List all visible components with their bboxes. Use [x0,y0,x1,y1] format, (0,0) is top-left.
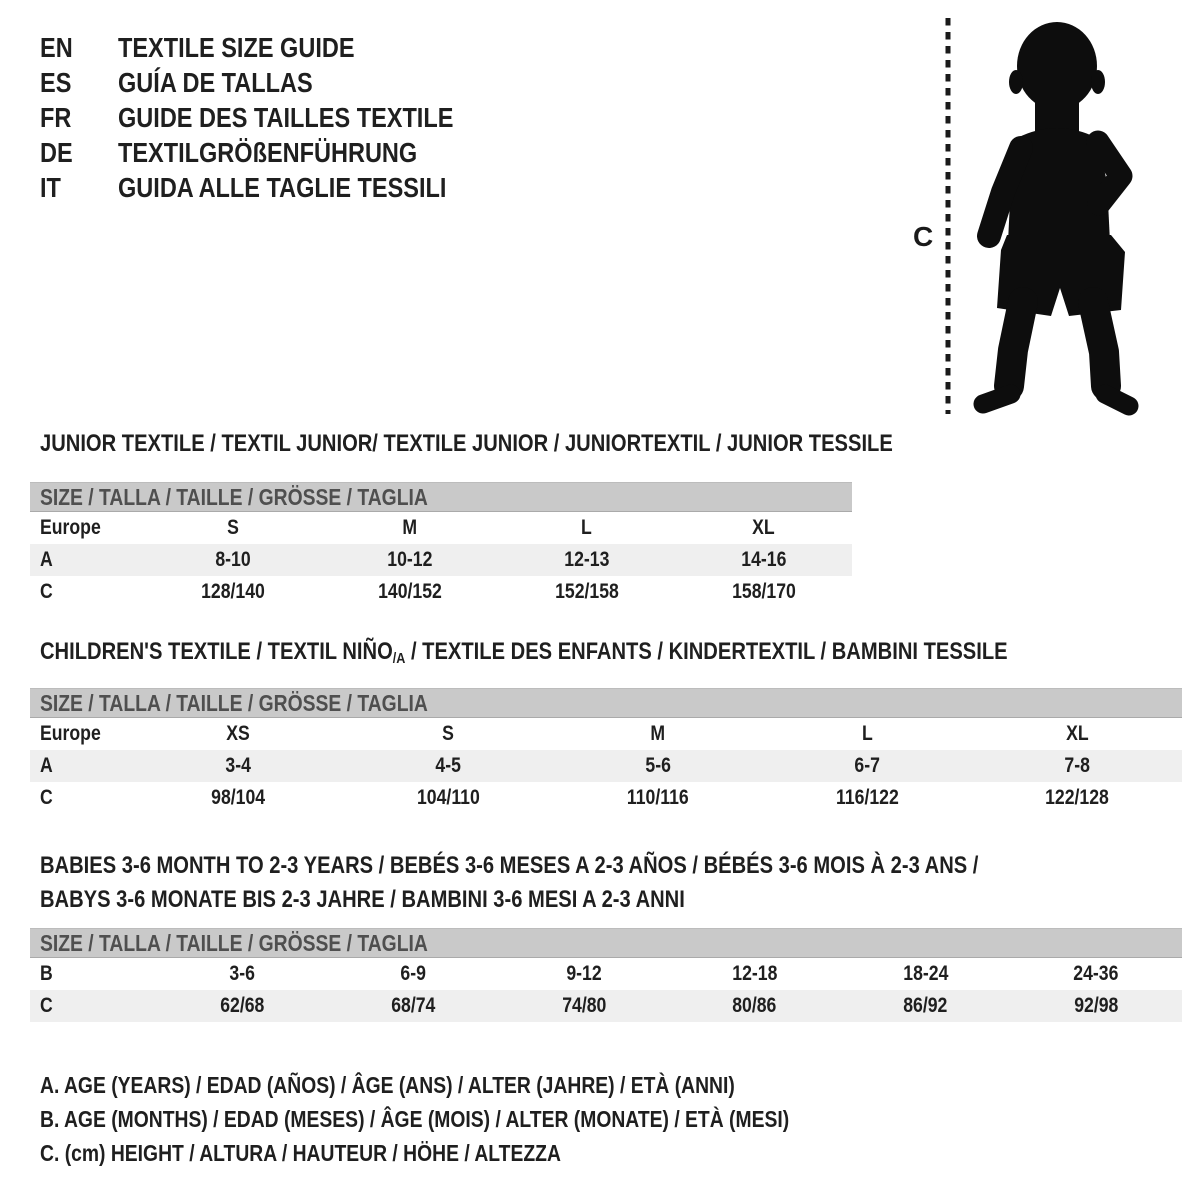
language-code: ES [40,66,72,98]
junior-section-title: JUNIOR TEXTILE / TEXTIL JUNIOR/ TEXTILE JUNIOR / JUNIORTEXTIL / JUNIOR TESSILE [40,430,893,457]
table-row-age [30,750,1182,782]
row-label: C [40,994,53,1017]
language-code: DE [40,136,73,168]
table-cell: 62/68 [220,994,265,1017]
table-cell: 122/128 [1045,786,1110,809]
table-row-europe [30,718,1182,750]
table-cell: 92/98 [1074,994,1119,1017]
guide-title: GUÍA DE TALLAS [118,66,313,98]
row-label: Europe [40,516,101,539]
language-row-it [40,170,517,205]
col-header: M [650,722,666,745]
col-header: S [442,722,455,745]
table-cell: 86/92 [903,994,948,1017]
col-header: S [227,516,240,539]
language-row-fr [40,100,517,135]
table-cell: 3-6 [229,962,255,985]
language-title-list [40,30,517,205]
children-section-title: CHILDREN'S TEXTILE / TEXTIL $NIÑO_{/A}$ / TEXTILE DES ENFANTS / KINDERTEXTIL / BAMBINI TESSILE [40,638,1008,667]
baby-silhouette-icon [895,10,1155,422]
row-label: C [40,786,53,809]
table-cell: 152/158 [554,580,619,603]
size-header-bar: SIZE / TALLA / TAILLE / GRÖSSE / TAGLIA [30,928,1182,958]
guide-title: TEXTILGRÖßENFÜHRUNG [118,136,418,168]
language-row-de [40,135,517,170]
table-cell: 9-12 [566,962,602,985]
legend-footnotes [40,1068,932,1170]
col-header: L [581,516,593,539]
table-cell: 6-7 [854,754,881,777]
col-header: XS [226,722,251,745]
footnote-c: C. (cm) HEIGHT / ALTURA / HAUTEUR / HÖHE / ALTEZZA [40,1139,561,1166]
table-cell: 68/74 [390,994,436,1017]
language-row-es [40,65,517,100]
table-row-height [30,782,1182,814]
size-header-bar: SIZE / TALLA / TAILLE / GRÖSSE / TAGLIA [30,688,1182,718]
table-cell: 12-18 [732,962,778,985]
children-size-table [30,688,1182,814]
row-label: A [40,754,53,777]
row-label: Europe [40,722,101,745]
size-header-bar: SIZE / TALLA / TAILLE / GRÖSSE / TAGLIA [30,482,852,512]
footnote-a: A. AGE (YEARS) / EDAD (AÑOS) / ÂGE (ANS) / ALTER (JAHRE) / ETÀ (ANNI) [40,1071,735,1098]
table-cell: 74/80 [561,994,606,1017]
language-code: FR [40,101,72,133]
row-label: C [40,580,53,603]
table-row-height [30,990,1182,1022]
col-header: M [402,516,418,539]
table-cell: 12-13 [564,548,610,571]
row-label: A [40,548,53,571]
table-cell: 4-5 [435,754,461,777]
table-cell: 8-10 [215,548,252,571]
height-measure-figure [895,10,1155,422]
col-header: XL [1065,722,1089,745]
language-row-en [40,30,517,65]
table-cell: 116/122 [836,786,899,809]
baby-silhouette [983,22,1129,406]
row-label: B [40,962,53,985]
table-cell: 128/140 [201,580,266,603]
table-cell: 140/152 [378,580,443,603]
babies-section-title: BABIES 3-6 MONTH TO 2-3 YEARS / BEBÉS 3-6 MESES A 2-3 AÑOS / BÉBÉS 3-6 MOIS À 2-3 ANS / BABYS 3-6 MONATE BIS 2-3 JAHRE / BAMBINI 3-6 MESI A 2-3 ANNI [40,852,979,913]
table-row-europe [30,512,852,544]
table-cell: 14-16 [741,548,787,571]
guide-title: GUIDA ALLE TAGLIE TESSILI [118,171,447,203]
col-header: XL [752,516,775,539]
measure-label-c: C [913,221,934,252]
footnote-b: B. AGE (MONTHS) / EDAD (MESES) / ÂGE (MOIS) / ALTER (MONATE) / ETÀ (MESI) [40,1105,790,1132]
table-cell: 7-8 [1064,754,1090,777]
junior-size-table [30,482,852,608]
language-code: EN [40,31,73,63]
language-code: IT [40,171,61,203]
table-cell: 3-4 [225,754,252,777]
table-cell: 98/104 [211,786,266,809]
col-header: L [862,722,873,745]
table-cell: 10-12 [387,548,433,571]
babies-size-table [30,928,1182,1022]
table-row-age [30,544,852,576]
table-cell: 6-9 [400,962,426,985]
table-cell: 104/110 [416,786,480,809]
nino-a-subscript: /A [392,650,406,667]
guide-title: GUIDE DES TAILLES TEXTILE [118,101,454,133]
table-cell: 110/116 [626,786,689,809]
table-cell: 158/170 [731,580,796,603]
table-cell: 18-24 [902,962,948,985]
table-row-height [30,576,852,608]
table-cell: 24-36 [1073,962,1119,985]
guide-title: TEXTILE SIZE GUIDE [118,31,355,63]
table-row-age-months [30,958,1182,990]
table-cell: 80/86 [732,994,777,1017]
table-cell: 5-6 [645,754,671,777]
